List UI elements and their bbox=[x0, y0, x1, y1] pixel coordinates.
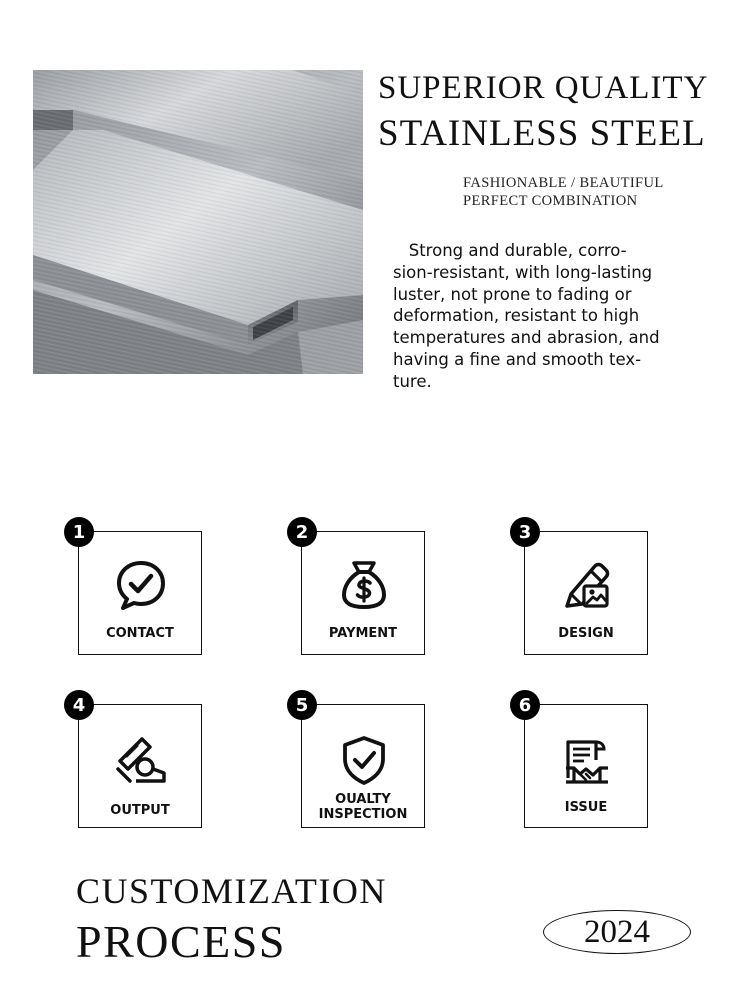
step-output bbox=[72, 694, 202, 828]
step-number-badge: 4 bbox=[64, 690, 94, 720]
step-label-line: PAYMENT bbox=[328, 626, 398, 641]
stainless-steel-photo bbox=[33, 70, 363, 374]
step-issue bbox=[518, 694, 648, 828]
step-number-badge: 1 bbox=[64, 517, 94, 547]
step-number-badge: 3 bbox=[510, 517, 540, 547]
step-label bbox=[302, 626, 424, 641]
step-label-line: OUALTY bbox=[335, 792, 391, 807]
step-quality-inspection bbox=[295, 694, 425, 828]
description-line: deformation, resistant to high bbox=[393, 306, 640, 326]
step-label-line: DESIGN bbox=[558, 626, 614, 641]
hero-title-line2: STAINLESS STEEL bbox=[378, 113, 706, 154]
step-design bbox=[518, 521, 648, 655]
step-label bbox=[79, 626, 201, 641]
pencil-image-icon bbox=[562, 560, 612, 610]
hero-subtitle-line1: FASHIONABLE / BEAUTIFUL bbox=[463, 175, 664, 191]
year-badge: 2024 bbox=[543, 910, 691, 954]
hero-description bbox=[393, 240, 693, 393]
hero-title-line1: SUPERIOR QUALITY bbox=[378, 70, 709, 106]
money-bag-icon bbox=[339, 560, 389, 610]
step-label-line: OUTPUT bbox=[110, 803, 170, 818]
step-label bbox=[302, 792, 424, 822]
step-number-badge: 2 bbox=[287, 517, 317, 547]
shield-check-icon bbox=[339, 735, 389, 785]
step-payment bbox=[295, 521, 425, 655]
chat-check-icon bbox=[116, 560, 166, 610]
step-label bbox=[525, 626, 647, 641]
step-number-badge: 5 bbox=[287, 690, 317, 720]
description-line: having a fine and smooth tex- bbox=[393, 349, 642, 369]
step-contact bbox=[72, 521, 202, 655]
description-line: ture. bbox=[393, 371, 432, 391]
step-number-badge: 6 bbox=[510, 690, 540, 720]
footer-title-line1: CUSTOMIZATION bbox=[76, 871, 387, 911]
printer-icon bbox=[116, 735, 166, 785]
step-label bbox=[525, 800, 647, 815]
contract-handshake-icon bbox=[562, 738, 612, 788]
description-line: sion-resistant, with long-lasting bbox=[393, 262, 653, 282]
hero-subtitle-line2: PERFECT COMBINATION bbox=[463, 193, 638, 209]
footer-title-line2: PROCESS bbox=[76, 916, 286, 967]
step-label-line: INSPECTION bbox=[318, 807, 408, 822]
description-line: luster, not prone to fading or bbox=[393, 284, 632, 304]
step-label-line: ISSUE bbox=[564, 800, 608, 815]
step-label-line: CONTACT bbox=[106, 626, 174, 641]
description-line: temperatures and abrasion, and bbox=[393, 328, 660, 348]
description-line: Strong and durable, corro- bbox=[393, 241, 627, 260]
step-label bbox=[79, 803, 201, 818]
